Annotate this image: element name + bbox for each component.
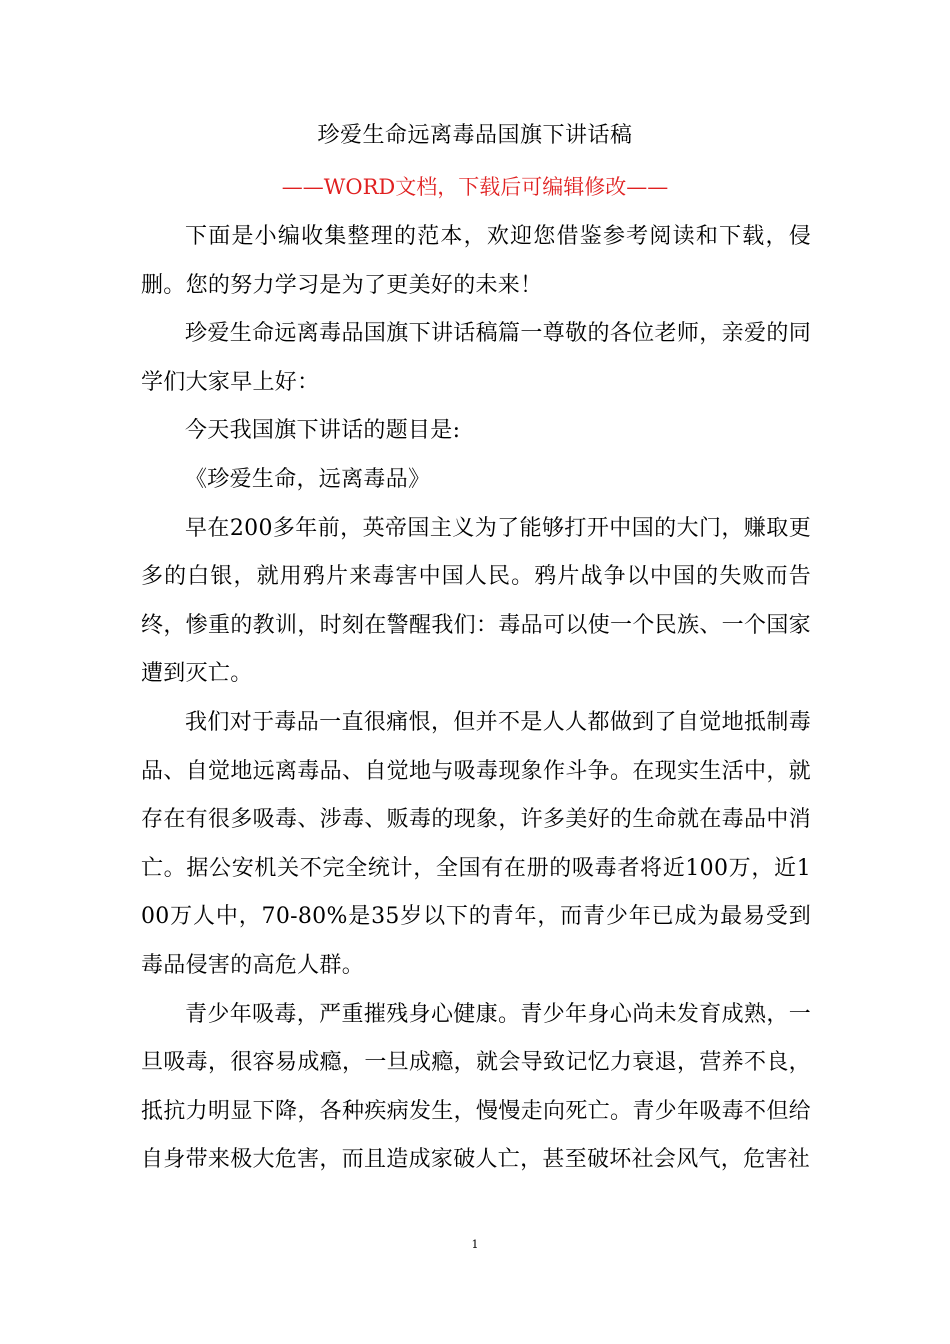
paragraph-intro: 下面是小编收集整理的范本，欢迎您借鉴参考阅读和下载，侵删。您的努力学习是为了更美好的未来！ [141,224,811,298]
paragraph-history: 早在200多年前，英帝国主义为了能够打开中国的大门，赚取更多的白银，就用鸦片来毒害中国人民。鸦片战争以中国的失败而告终，惨重的教训，时刻在警醒我们：毒品可以使一个民族、一个国家遭到灭亡。 [141,515,811,687]
document-subtitle: ——WORD文档，下载后可编辑修改—— [281,175,669,199]
document-body [141,213,811,1185]
paragraph-greeting: 珍爱生命远离毒品国旗下讲话稿篇一尊敬的各位老师，亲爱的同学们大家早上好： [141,321,811,395]
paragraph-topic-intro: 今天我国旗下讲话的题目是: [185,418,461,444]
document-title: 珍爱生命远离毒品国旗下讲话稿 [317,123,633,148]
paragraph-harm: 青少年吸毒，严重摧残身心健康。青少年身心尚未发育成熟，一旦吸毒，很容易成瘾，一旦成瘾，就会导致记忆力衰退，营养不良，抵抗力明显下降，各种疾病发生，慢慢走向死亡。青少年吸毒不但给自身带来极大危害，而且造成家破人亡，甚至破坏社会风气，危害社 [141,1001,811,1173]
page-number: 1 [471,1238,479,1251]
paragraph-statistics: 我们对于毒品一直很痛恨，但并不是人人都做到了自觉地抵制毒品、自觉地远离毒品、自觉地与吸毒现象作斗争。在现实生活中，就存在有很多吸毒、涉毒、贩毒的现象，许多美好的生命就在毒品中消亡。据公安机关不完全统计，全国有在册的吸毒者将近100万，近100万人中，70-80%是35岁以下的青年，而青少年已成为最易受到毒品侵害的高危人群。 [141,709,811,978]
paragraph-topic-title: 《珍爱生命，远离毒品》 [185,466,431,492]
